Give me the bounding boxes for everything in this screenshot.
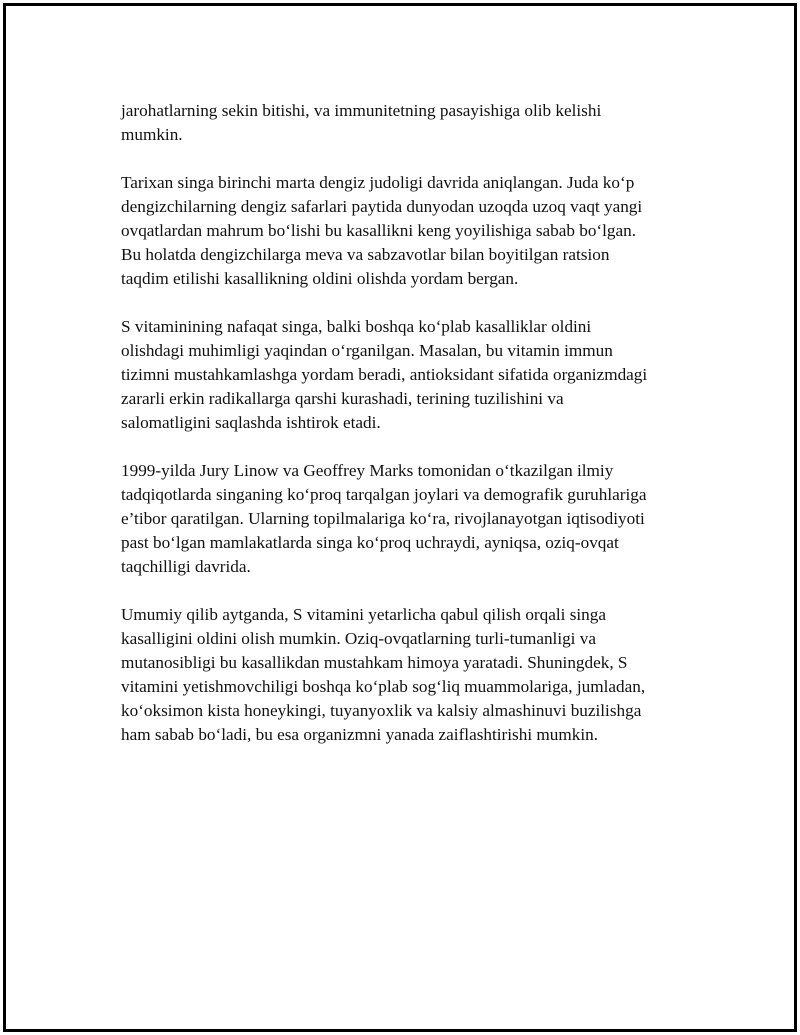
document-body xyxy=(121,99,691,771)
text-line: salomatligini saqlashda ishtirok etadi. xyxy=(121,413,381,432)
text-line: Tarixan singa birinchi marta dengiz judoligi davrida aniqlangan. Juda ko‘p xyxy=(121,173,635,192)
text-line: vitamini yetishmovchiligi boshqa ko‘plab sog‘liq muammolariga, jumladan, xyxy=(121,677,646,696)
page-frame xyxy=(3,3,797,1032)
text-line: Umumiy qilib aytganda, S vitamini yetarlicha qabul qilish orqali singa xyxy=(121,605,606,624)
text-line: past bo‘lgan mamlakatlarda singa ko‘proq uchraydi, ayniqsa, oziq-ovqat xyxy=(121,533,619,552)
text-line: ovqatlardan mahrum bo‘lishi bu kasallikni keng yoyilishiga sabab bo‘lgan. xyxy=(121,221,637,240)
text-line: ko‘oksimon kista honeykingi, tuyanyoxlik va kalsiy almashinuvi buzilishga xyxy=(121,701,642,720)
text-line: Bu holatda dengizchilarga meva va sabzavotlar bilan boyitilgan ratsion xyxy=(121,245,610,264)
text-line: tizimni mustahkamlashga yordam beradi, antioksidant sifatida organizmdagi xyxy=(121,365,648,384)
text-line: mutanosibligi bu kasallikdan mustahkam himoya yaratadi. Shuningdek, S xyxy=(121,653,628,672)
paragraph-3 xyxy=(121,315,691,435)
text-line: dengizchilarning dengiz safarlari paytida dunyodan uzoqda uzoq vaqt yangi xyxy=(121,197,643,216)
text-line: ham sabab bo‘ladi, bu esa organizmni yanada zaiflashtirishi mumkin. xyxy=(121,725,598,744)
text-line: kasalligini oldini olish mumkin. Oziq-ovqatlarning turli-tumanligi va xyxy=(121,629,596,648)
text-line: taqchilligi davrida. xyxy=(121,557,251,576)
text-line: taqdim etilishi kasallikning oldini olishda yordam bergan. xyxy=(121,269,519,288)
text-line: zararli erkin radikallarga qarshi kurashadi, terining tuzilishini va xyxy=(121,389,564,408)
text-line: 1999-yilda Jury Linow va Geoffrey Marks tomonidan o‘tkazilgan ilmiy xyxy=(121,461,614,480)
paragraph-4 xyxy=(121,459,691,579)
paragraph-5 xyxy=(121,603,691,747)
paragraph-2 xyxy=(121,171,691,291)
paragraph-1 xyxy=(121,99,691,147)
text-line: jarohatlarning sekin bitishi, va immunitetning pasayishiga olib kelishi xyxy=(121,101,602,120)
text-line: tadqiqotlarda singaning ko‘proq tarqalgan joylari va demografik guruhlariga xyxy=(121,485,647,504)
text-line: e’tibor qaratilgan. Ularning topilmalariga ko‘ra, rivojlanayotgan iqtisodiyoti xyxy=(121,509,645,528)
text-line: mumkin. xyxy=(121,125,183,144)
text-line: olishdagi muhimligi yaqindan o‘rganilgan. Masalan, bu vitamin immun xyxy=(121,341,613,360)
text-line: S vitaminining nafaqat singa, balki boshqa ko‘plab kasalliklar oldini xyxy=(121,317,592,336)
